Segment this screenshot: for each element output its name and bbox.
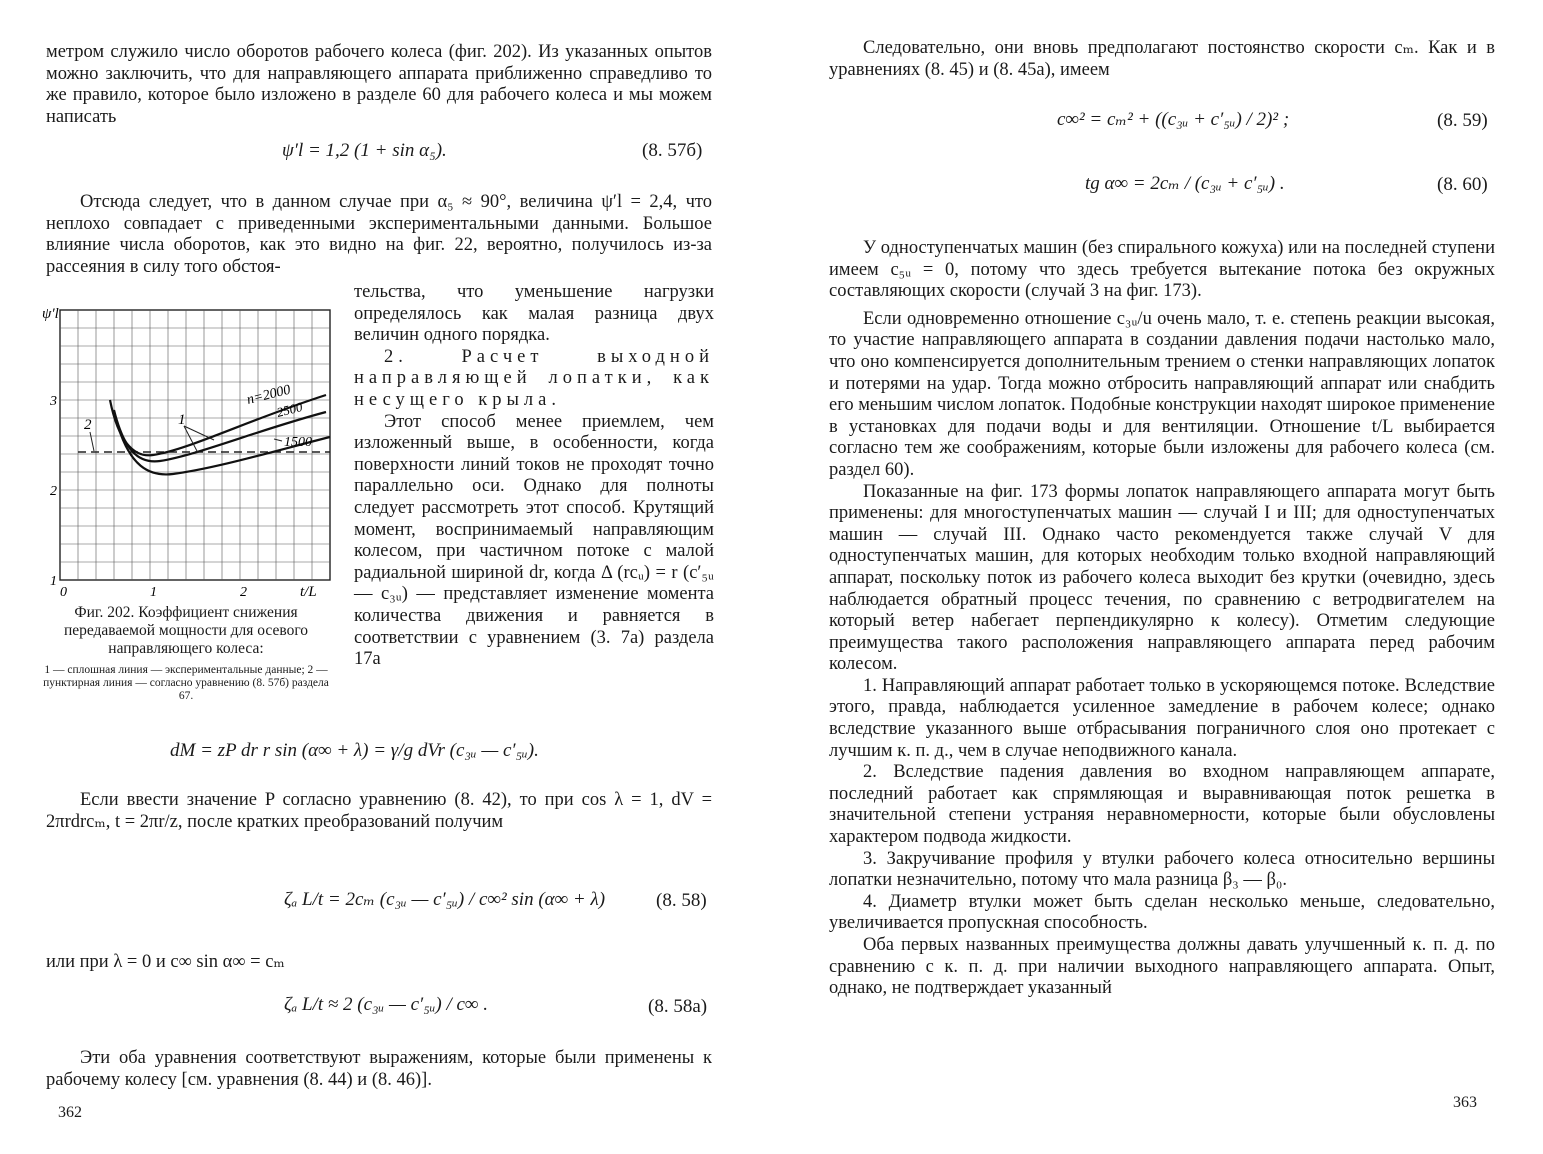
- x-tick-2: 2: [240, 585, 247, 600]
- x-tick-0: 0: [60, 585, 67, 600]
- figure-caption: Фиг. 202. Коэффициент снижения передаваемой мощности для осевого направляющего колеса:: [63, 604, 309, 657]
- equation-8-58a: ζₐ L/t ≈ 2 (c₃ᵤ — c′₅ᵤ) / c∞ .: [284, 994, 488, 1015]
- paragraph-4: [46, 790, 712, 833]
- list-item: 3. Закручивание профиля у втулки рабочего колеса относительно вершины лопатки незначительно, потому что мала разница β₃ — β₀.: [829, 848, 1495, 891]
- paragraph-r1: [829, 38, 1495, 81]
- figure-202-chart: [38, 300, 338, 600]
- y-tick-3: 3: [50, 394, 57, 409]
- leader-line-1500: [274, 439, 282, 441]
- paragraph-text: Эти оба уравнения соответствуют выражениям, которые были применены к рабочему колесу [см. уравнения (8. 44) и (8. 46)].: [46, 1048, 712, 1090]
- marker-label-1: 1: [178, 412, 186, 428]
- x-axis-label: t/L: [300, 584, 317, 600]
- paragraph-text: Показанные на фиг. 173 формы лопаток направляющего аппарата могут быть применены: для многоступенчатых машин — случай I и III; для одноступенчатых машин — случай III. Однако часто рекомендуется также случай V для одноступенчатых машин, для которых необходим только входной направляющий аппарат, поскольку поток из рабочего колеса выходит без крутки (очевидно, здесь наблюдается обратный процесс течения, по сравнению с ветродвигателем на который ветер набегает перпендикулярно к колесу). Отметим следующие преимущества такого расположения направляющего аппарата перед рабочим колесом.: [829, 481, 1495, 675]
- equation-8-60: tg α∞ = 2cₘ / (c₃ᵤ + c′₅ᵤ) .: [1085, 173, 1285, 194]
- list-item: 1. Направляющий аппарат работает только в ускоряющемся потоке. Вследствие этого, правда, наблюдается усиленное замедление в рабочем колесе; однако вследствие указанного выше отбрасывания пограничного слоя оно протекает с лучшим к. п. д., чем в случае неподвижного канала.: [829, 675, 1495, 761]
- paragraph-text: метром служило число оборотов рабочего колеса (фиг. 202). Из указанных опытов можно заключить, что для направляющего аппарата приближенно справедливо то же правило, которое было изложено в разделе 60 для рабочего колеса и мы можем написать: [46, 42, 712, 127]
- equation-number: (8. 59): [1437, 110, 1488, 131]
- y-tick-1: 1: [50, 574, 57, 589]
- left-page: [0, 0, 771, 1154]
- paragraph-text: Если одновременно отношение c₃ᵤ/u очень мало, т. е. степень реакции высокая, то участие направляющего аппарата в создании давления подачи настолько мало, что оно компенсируется дополнительным трением о стенки направляющих лопаток и потерями на удар. Тогда можно отбросить направляющий аппарат или снабдить его меньшим числом лопаток. Подобные конструкции находят широкое применение в установках для подачи воды и для вентиляции. Отношение t/L выбирается согласно тем же соображениям, которые были изложены для рабочего колеса (см. раздел 60).: [829, 308, 1495, 480]
- equation-number: (8. 57б): [642, 140, 703, 161]
- paragraph-text: У одноступенчатых машин (без спирального кожуха) или на последней ступени имеем c₅ᵤ = 0, потому что здесь требуется вытекание потока без окружных составляющих скорости (случай 3 на фиг. 173).: [829, 238, 1495, 302]
- right-body: [829, 238, 1495, 1000]
- leader-line-2: [90, 432, 94, 451]
- equation-8-59: c∞² = cₘ² + ((c₃ᵤ + c′₅ᵤ) / 2)² ;: [1057, 109, 1290, 130]
- paragraph-6: [46, 1048, 712, 1091]
- equation-number: (8. 58а): [648, 996, 708, 1017]
- wrap-column: [354, 282, 714, 671]
- page-number-right: 363: [1453, 1094, 1477, 1111]
- y-axis-label: ψ′l: [42, 306, 59, 322]
- right-page: [771, 0, 1543, 1154]
- x-tick-1: 1: [150, 585, 157, 600]
- paragraph-text: Следовательно, они вновь предполагают постоянство скорости cₘ. Как и в уравнениях (8. 45) и (8. 45а), имеем: [829, 38, 1495, 80]
- paragraph-5: [46, 952, 712, 974]
- page-number-left: 362: [58, 1104, 82, 1121]
- curve-label-2000: n=2000: [245, 382, 293, 408]
- paragraph-text: Этот способ менее приемлем, чем изложенный выше, в особенности, когда поверхности линий токов не проходят точно параллельно оси. Однако для полноты следует рассмотреть этот способ. Крутящий момент, воспринимаемый направляющим колесом, при частичном потоке с малой радиальной шириной dr, когда Δ (rcᵤ) = r (c′₅ᵤ — c₃ᵤ) — представляет изменение момента количества движения и равняется в соответствии с уравнением (3. 7а) раздела 17а: [354, 411, 714, 670]
- list-item: 2. Вследствие падения давления во входном направляющем аппарате, последний работает как спрямляющая и выравнивающая поток решетка в значительной степени устраняя неравномерности, которые были обусловлены характером подвода жидкости.: [829, 762, 1495, 848]
- figure-202: [38, 300, 338, 600]
- equation-dM: dM = zP dr r sin (α∞ + λ) = γ/g dVr (c₃ᵤ — c′₅ᵤ).: [170, 740, 539, 761]
- section-heading: 2. Расчет выходной направляющей лопатки, как несущего крыла.: [354, 346, 714, 410]
- equation-number: (8. 58): [656, 890, 707, 911]
- equation-8-57b: ψ′l = 1,2 (1 + sin α₅).: [282, 140, 447, 161]
- equation-number: (8. 60): [1437, 174, 1488, 195]
- marker-label-2: 2: [84, 417, 92, 433]
- list-item: 4. Диаметр втулки может быть сделан несколько меньше, следовательно, увеличивается пропускная способность.: [829, 891, 1495, 934]
- curve-label-2500: 2500: [275, 399, 304, 420]
- paragraph-text: Отсюда следует, что в данном случае при α₅ ≈ 90°, величина ψ′l = 2,4, что неплохо совпадает с приведенными экспериментальными данными. Большое влияние числа оборотов, как это видно на фиг. 22, вероятно, получилось из-за рассеяния в силу того обстоя-: [46, 192, 712, 277]
- figure-caption-note: 1 — сплошная линия — экспериментальные данные; 2 — пунктирная линия — согласно уравнению (8. 57б) раздела 67.: [43, 664, 329, 702]
- paragraph-text: Оба первых названных преимущества должны давать улучшенный к. п. д. по сравнению с к. п. д. при наличии выходного направляющего аппарата. Опыт, однако, не подтверждает указанный: [829, 935, 1495, 999]
- paragraph-top: [46, 42, 712, 128]
- paragraph-text: или при λ = 0 и c∞ sin α∞ = cₘ: [46, 952, 285, 972]
- leader-line-1a: [184, 426, 214, 440]
- paragraph-2a: [46, 192, 712, 278]
- equation-8-58: ζₐ L/t = 2cₘ (c₃ᵤ — c′₅ᵤ) / c∞² sin (α∞ + λ): [284, 889, 606, 910]
- paragraph-text: тельства, что уменьшение нагрузки определялось как малая разница двух величин одного порядка.: [354, 282, 714, 346]
- y-tick-2: 2: [50, 484, 57, 499]
- curve-label-1500: 1500: [284, 435, 312, 450]
- paragraph-text: Если ввести значение P согласно уравнению (8. 42), то при cos λ = 1, dV = 2πrdrcₘ, t = 2πr/z, после кратких преобразований получим: [46, 790, 712, 832]
